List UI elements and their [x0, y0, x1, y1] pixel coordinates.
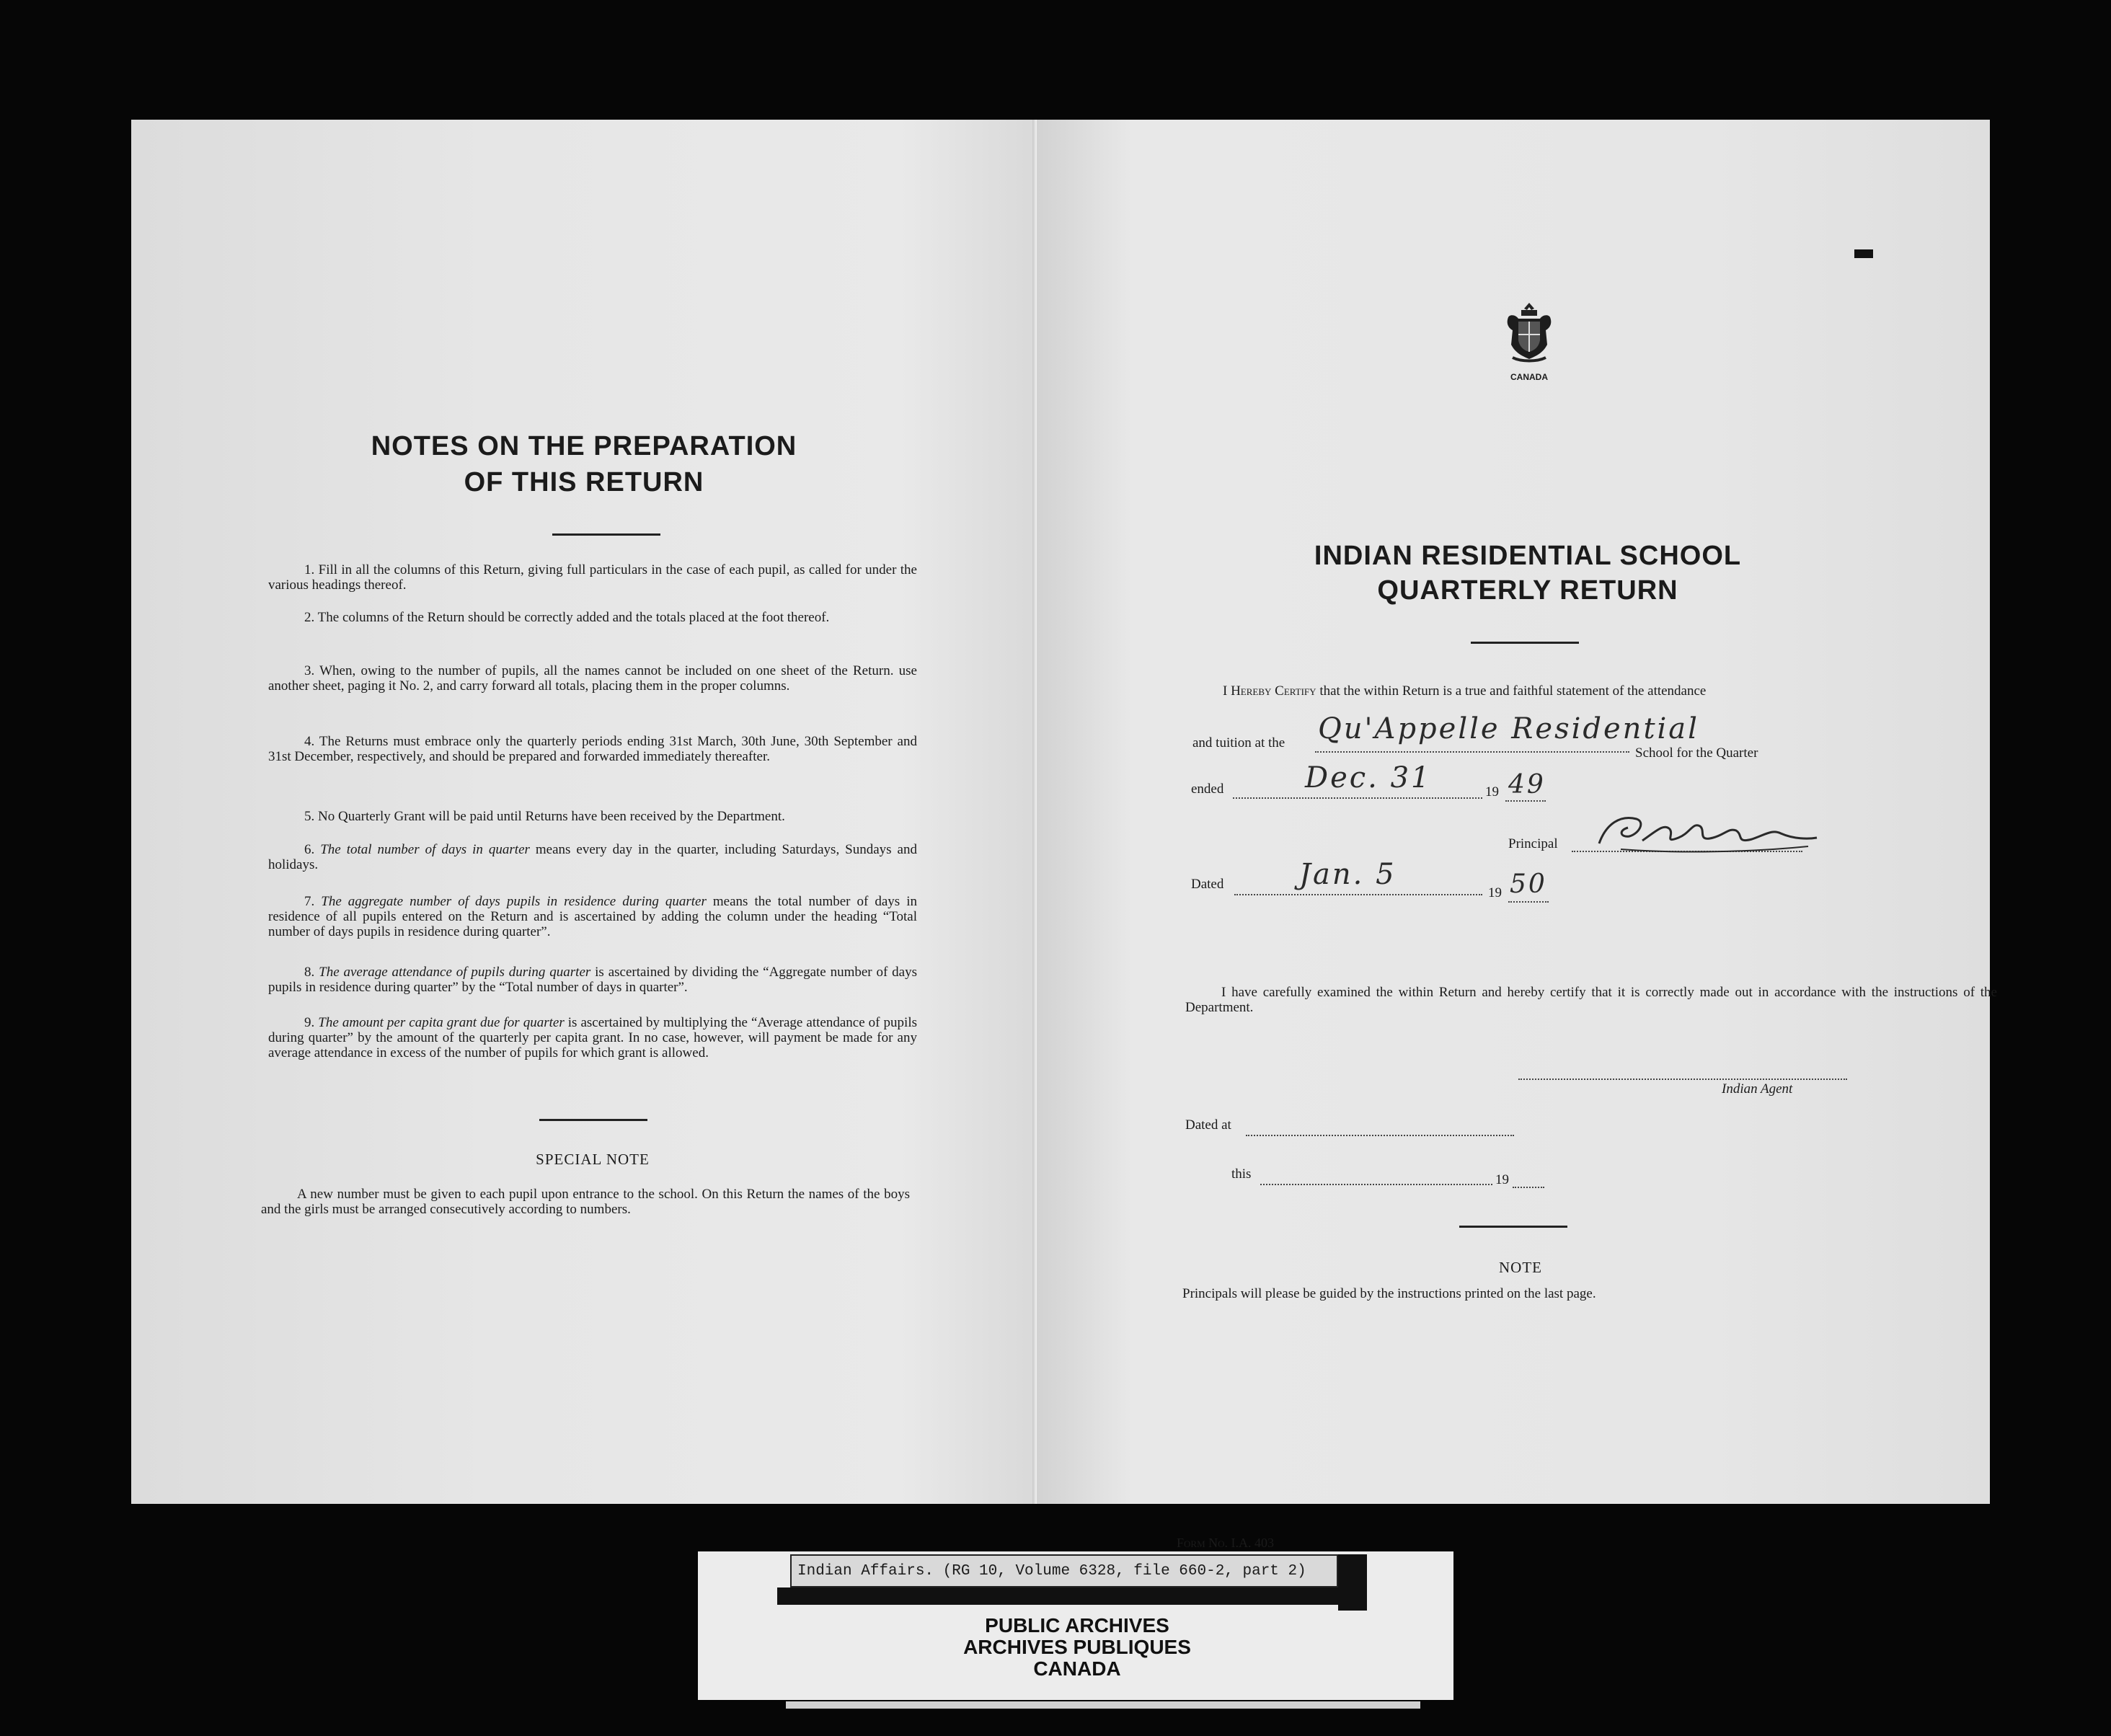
- note-number: 4.: [304, 734, 315, 749]
- note-divider: [1459, 1226, 1567, 1228]
- ended-line: [1233, 797, 1482, 799]
- note-text: is ascertained by multiplying the “Average attendance of pupils during quarter” by the amount of the quarterly per capita grant. In no case, however, will payment be made for any average attendance in excess of the number of pupils for which grant is allowed.: [268, 1015, 918, 1060]
- dated-at-line: [1246, 1135, 1514, 1136]
- note-number: 9.: [304, 1015, 315, 1030]
- note-text: Principals will please be guided by the instructions printed on the last page.: [1182, 1286, 1596, 1301]
- ended-date-handwritten: Dec. 31: [1305, 761, 1432, 794]
- form-title-divider: [1471, 642, 1579, 644]
- note-item: [268, 894, 917, 939]
- indian-agent-label: Indian Agent: [1722, 1081, 1793, 1097]
- note-text: Fill in all the columns of this Return, giving full particulars in the case of each pupil, as called for under the various headings thereof.: [268, 562, 917, 593]
- this-year-line: [1513, 1187, 1544, 1188]
- ended-year-line: [1505, 800, 1546, 802]
- right-page: [1037, 120, 1997, 1550]
- note-text: When, owing to the number of pupils, all the names cannot be included on one sheet of the Return. use another sheet, paging it No. 2, and carry forward all totals, placing them in the proper columns.: [268, 663, 917, 694]
- note-number: 6.: [304, 842, 315, 857]
- dated-at-label: Dated at: [1185, 1117, 1231, 1133]
- form-title-line-1: INDIAN RESIDENTIAL SCHOOL: [1314, 541, 1742, 571]
- note-text: means every day in the quarter, including Saturdays, Sundays and holidays.: [268, 842, 917, 872]
- dated-year-prefix: 19: [1488, 885, 1502, 900]
- note-italic-term: The aggregate number of days pupils in residence during quarter: [321, 894, 707, 909]
- note-text: No Quarterly Grant will be paid until Returns have been received by the Department.: [318, 809, 785, 824]
- note-number: 3.: [304, 663, 315, 678]
- scan-mark: [1854, 249, 1873, 258]
- note-number: 1.: [304, 562, 315, 577]
- stamp-line-2: ARCHIVES PUBLIQUES: [963, 1636, 1191, 1658]
- note-heading: NOTE: [1499, 1259, 1542, 1276]
- special-note-heading: SPECIAL NOTE: [536, 1151, 650, 1168]
- left-page: [131, 120, 1037, 1504]
- dated-label: Dated: [1191, 877, 1224, 892]
- stamp-line-1: PUBLIC ARCHIVES: [985, 1614, 1169, 1637]
- note-text: The Returns must embrace only the quarterly periods ending 31st March, 30th June, 30th September and 31st December, respectively, and should be prepared and forwarded immediately thereafter.: [268, 734, 917, 764]
- coat-of-arms-icon: [1503, 300, 1556, 365]
- note-item: [268, 562, 917, 593]
- school-name-handwritten: Qu'Appelle Residential: [1318, 712, 1699, 745]
- note-italic-term: The average attendance of pupils during quarter: [319, 965, 591, 980]
- note-number: 2.: [304, 610, 315, 625]
- tuition-label: and tuition at the: [1192, 735, 1285, 750]
- agent-certification-text: I have carefully examined the within Return and hereby certify that it is correctly made out in accordance with the instructions of the Department.: [1185, 985, 1997, 1015]
- note-italic-term: The total number of days in quarter: [320, 842, 530, 857]
- note-item: [268, 809, 917, 824]
- archive-reference-strip: Indian Affairs. (RG 10, Volume 6328, file 660-2, part 2): [790, 1554, 1338, 1587]
- certify-text: that the within Return is a true and faithful statement of the attendance: [1319, 683, 1707, 699]
- dated-line: [1234, 894, 1482, 895]
- note-item: [268, 610, 917, 625]
- dated-year-line: [1508, 901, 1549, 903]
- indian-agent-signature-line: [1518, 1079, 1847, 1080]
- ended-year-handwritten: 49: [1508, 770, 1546, 800]
- note-text: is ascertained by dividing the “Aggregate number of days pupils in residence during quarter” by the “Total number of days in quarter”.: [268, 965, 918, 995]
- note-number: 8.: [304, 965, 315, 980]
- label-dark-band: [777, 1587, 1340, 1605]
- form-number: Form No. I.A. 403: [1177, 1536, 1275, 1550]
- dated-handwritten: Jan. 5: [1299, 858, 1397, 891]
- note-item: [268, 965, 917, 995]
- this-label: this: [1231, 1166, 1252, 1182]
- stamp-line-3: CANADA: [1033, 1657, 1121, 1680]
- principal-label: Principal: [1508, 836, 1558, 851]
- dated-year-handwritten: 50: [1510, 869, 1547, 899]
- note-text: The columns of the Return should be correctly added and the totals placed at the foot thereof.: [317, 610, 830, 625]
- public-archives-stamp: [796, 1615, 1358, 1680]
- note-item: [268, 1015, 917, 1060]
- note-item: [268, 842, 917, 872]
- notes-title-line-1: NOTES ON THE PREPARATION: [371, 431, 797, 461]
- note-number: 7.: [304, 894, 315, 909]
- bottom-stripe: [786, 1701, 1420, 1709]
- school-suffix: School for the Quarter: [1635, 745, 1758, 761]
- title-divider: [552, 533, 660, 536]
- school-name-line: [1315, 751, 1629, 753]
- certification-statement: [1223, 683, 1706, 699]
- note-number: 5.: [304, 809, 315, 824]
- this-year-prefix: 19: [1495, 1172, 1509, 1187]
- note-italic-term: The amount per capita grant due for quarter: [318, 1015, 565, 1030]
- ended-label: ended: [1191, 781, 1224, 797]
- ended-year-prefix: 19: [1485, 784, 1499, 800]
- note-item: [268, 663, 917, 694]
- label-dark-notch: [1338, 1554, 1367, 1611]
- certify-lead: I Hereby Certify: [1223, 683, 1316, 699]
- notes-title-line-2: OF THIS RETURN: [464, 467, 704, 497]
- note-text: means the total number of days in residence of all pupils entered on the Return and is ascertained by adding the column under the heading “Total number of days pupils in residence during quarter”.: [268, 894, 917, 939]
- this-line: [1260, 1184, 1492, 1185]
- form-title-line-2: QUARTERLY RETURN: [1377, 575, 1678, 606]
- special-note-divider: [539, 1119, 647, 1121]
- crest-caption: CANADA: [1510, 372, 1548, 382]
- note-item: [268, 734, 917, 764]
- principal-signature: [1592, 809, 1823, 859]
- special-note-text: A new number must be given to each pupil upon entrance to the school. On this Return the names of the boys and the girls must be arranged consecutively according to numbers.: [261, 1187, 910, 1217]
